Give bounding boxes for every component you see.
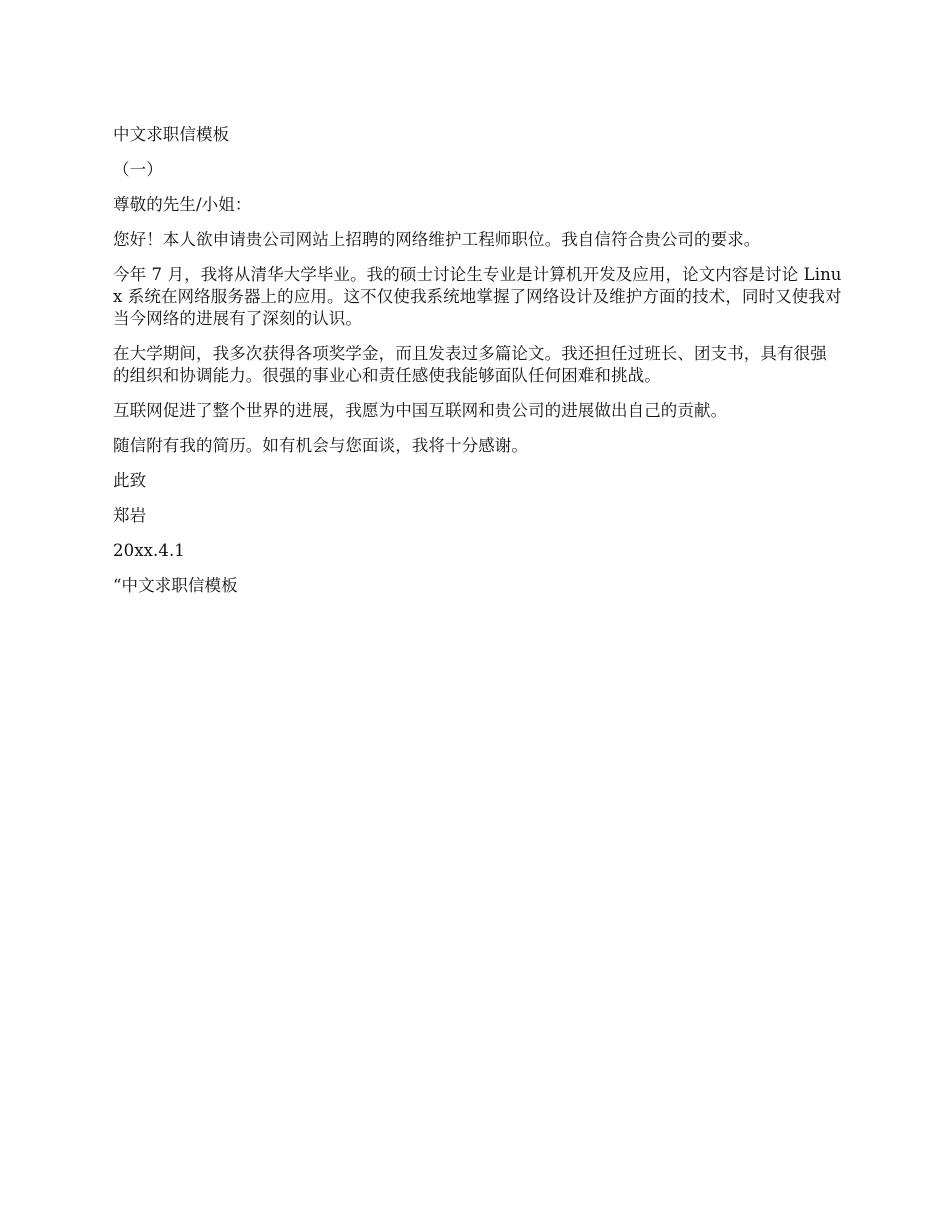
section-marker: （一） — [113, 160, 163, 179]
paragraph-achievements: 在大学期间，我多次获得各项奖学金，而且发表过多篇论文。我还担任过班长、团支书，具有很强的组织和协调能力。很强的事业心和责任感使我能够面队任何困难和挑战。 — [113, 344, 827, 385]
signature: 郑岩 — [113, 506, 147, 525]
document-page — [113, 124, 843, 610]
date: 20xx.4.1 — [113, 541, 185, 560]
closing: 此致 — [113, 471, 147, 490]
paragraph-education: 今年 7 月，我将从清华大学毕业。我的硕士讨论生专业是计算机开发及应用，论文内容是讨论 Linux 系统在网络服务器上的应用。这不仅使我系统地掌握了网络设计及维护方面的技术，同时又使我对当今网络的进展有了深刻的认识。 — [113, 265, 842, 328]
paragraph-resume: 随信附有我的简历。如有机会与您面谈，我将十分感谢。 — [113, 436, 528, 455]
paragraph-intro: 您好！本人欲申请贵公司网站上招聘的网络维护工程师职位。我自信符合贵公司的要求。 — [113, 230, 761, 249]
paragraph-contribution: 互联网促进了整个世界的进展，我愿为中国互联网和贵公司的进展做出自己的贡献。 — [113, 401, 728, 420]
document-title: 中文求职信模板 — [113, 125, 230, 144]
salutation: 尊敬的先生/小姐： — [113, 195, 252, 214]
footer-title: “中文求职信模板 — [113, 576, 238, 595]
